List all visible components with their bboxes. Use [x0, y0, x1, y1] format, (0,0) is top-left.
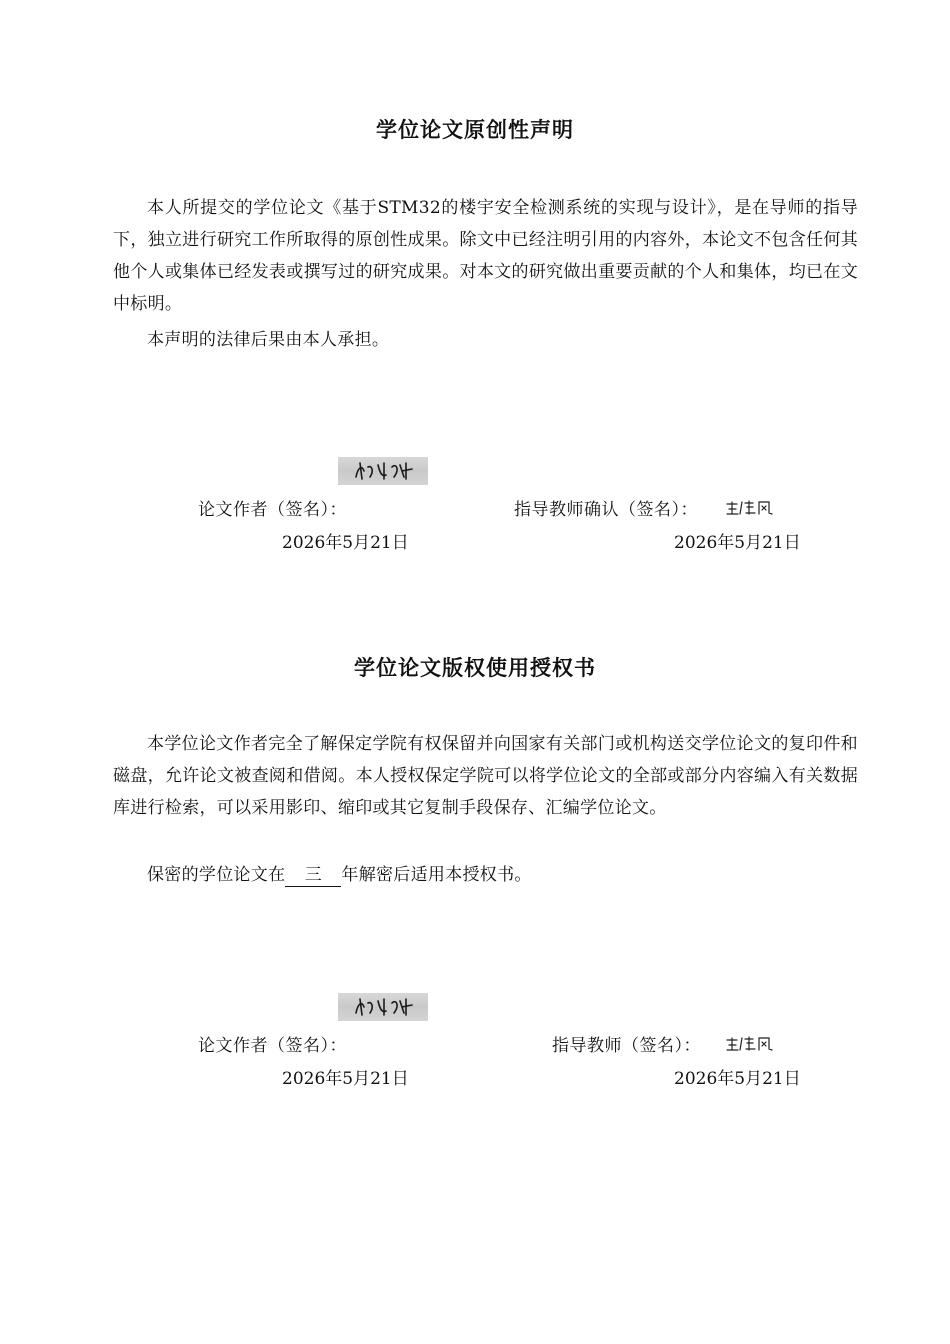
secrecy-suffix: 年解密后适用本授权书。 [341, 865, 532, 885]
authorization-title: 学位论文版权使用授权书 [354, 656, 596, 680]
declaration-paragraph-2: 本声明的法律后果由本人承担。 [147, 330, 390, 350]
authorization-author-label: 论文作者（签名）： [198, 1036, 347, 1056]
authorization-advisor-date: 2026年5月21日 [674, 1069, 801, 1089]
declaration-author-date: 2026年5月21日 [282, 533, 409, 553]
author-signature-image [338, 457, 428, 485]
secrecy-years: 三 [285, 864, 341, 887]
declaration-advisor-label: 指导教师确认（签名）： [514, 500, 698, 520]
authorization-paragraph-1: 本学位论文作者完全了解保定学院有权保留并向国家有关部门或机构送交学位论文的复印件和磁盘，允许论文被查阅和借阅。本人授权保定学院可以将学位论文的全部或部分内容编入有关数据库进行检索，可以采用影印、缩印或其它复制手段保存、汇编学位论文。 [113, 734, 858, 818]
authorization-secrecy-line [113, 859, 858, 891]
secrecy-prefix: 保密的学位论文在 [147, 865, 286, 885]
author-signature-image-2 [338, 993, 428, 1021]
advisor-signature-image [725, 496, 781, 518]
authorization-author-date: 2026年5月21日 [282, 1069, 409, 1089]
declaration-advisor-date: 2026年5月21日 [674, 533, 801, 553]
authorization-advisor-label: 指导教师（签名）： [552, 1036, 701, 1056]
declaration-author-label: 论文作者（签名）： [198, 500, 347, 520]
declaration-paragraph-1: 本人所提交的学位论文《基于STM32的楼宇安全检测系统的实现与设计》，是在导师的指导下，独立进行研究工作所取得的原创性成果。除文中已经注明引用的内容外，本论文不包含任何其他个人或集体已经发表或撰写过的研究成果。对本文的研究做出重要贡献的个人和集体，均已在文中标明。 [113, 198, 858, 314]
declaration-title: 学位论文原创性声明 [376, 118, 574, 142]
advisor-signature-image-2 [725, 1032, 781, 1054]
